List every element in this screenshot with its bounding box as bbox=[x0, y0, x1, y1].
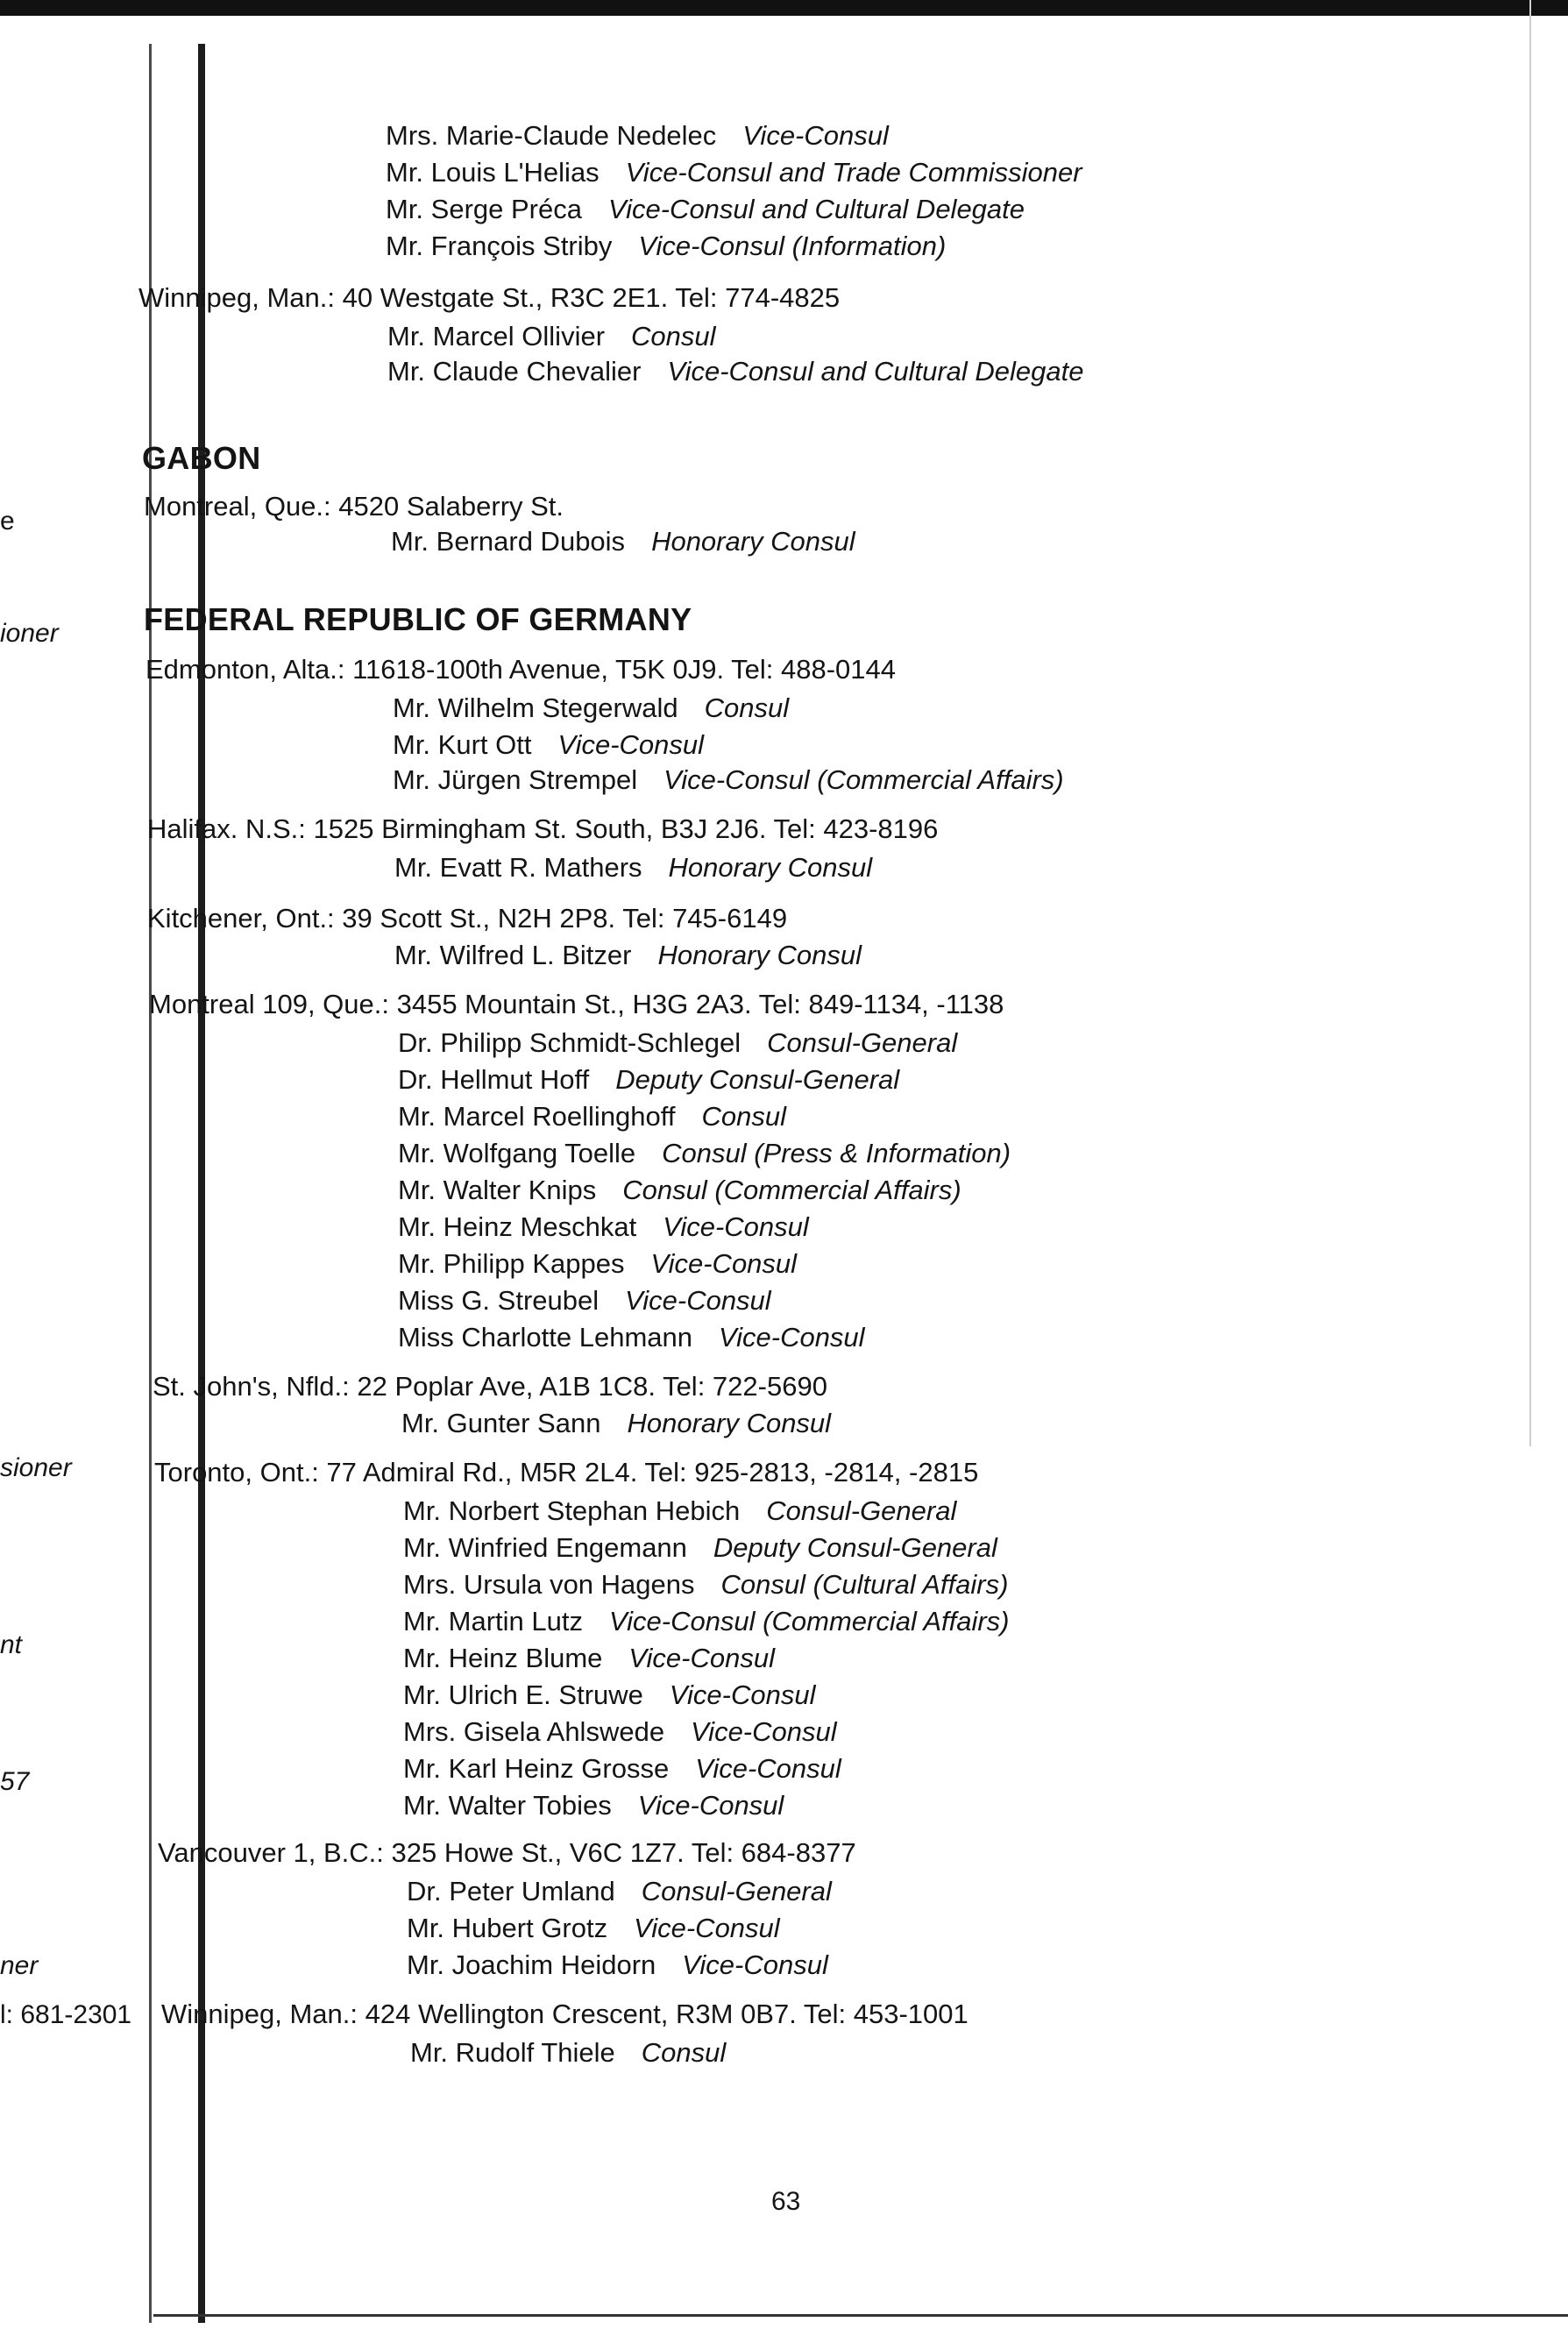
left-fragment: ioner bbox=[0, 619, 59, 648]
binding-edge bbox=[149, 44, 152, 2323]
page-number: 63 bbox=[771, 2187, 801, 2216]
person-entry: Mr. Ulrich E. Struwe Vice-Consul bbox=[403, 1679, 816, 1710]
scan-right-edge bbox=[1529, 0, 1531, 1446]
left-fragment: nt bbox=[0, 1630, 23, 1659]
country-heading: GABON bbox=[142, 440, 261, 476]
person-entry: Mr. Wolfgang Toelle Consul (Press & Information) bbox=[398, 1138, 1011, 1168]
office-address: St. John's, Nfld.: 22 Poplar Ave, A1B 1C8. Tel: 722-5690 bbox=[153, 1371, 827, 1402]
person-entry: Mr. Kurt Ott Vice-Consul bbox=[393, 729, 705, 760]
person-entry: Mr. Marcel Roellinghoff Consul bbox=[398, 1101, 786, 1132]
person-entry: Mr. Hubert Grotz Vice-Consul bbox=[407, 1913, 780, 1943]
person-entry: Mr. Norbert Stephan Hebich Consul-General bbox=[403, 1495, 957, 1526]
left-fragment: ner bbox=[0, 1951, 39, 1980]
office-address: Halifax. N.S.: 1525 Birmingham St. South, B3J 2J6. Tel: 423-8196 bbox=[147, 813, 939, 844]
person-entry: Mr. Joachim Heidorn Vice-Consul bbox=[407, 1949, 828, 1980]
office-address: Toronto, Ont.: 77 Admiral Rd., M5R 2L4. Tel: 925-2813, -2814, -2815 bbox=[154, 1457, 979, 1488]
scan-top-edge bbox=[0, 0, 1568, 16]
person-entry: Mrs. Ursula von Hagens Consul (Cultural Affairs) bbox=[403, 1569, 1009, 1600]
person-entry: Mr. Serge Préca Vice-Consul and Cultural Delegate bbox=[386, 194, 1025, 224]
person-entry: Mr. Heinz Meschkat Vice-Consul bbox=[398, 1211, 809, 1242]
person-entry: Mr. Winfried Engemann Deputy Consul-General bbox=[403, 1532, 997, 1563]
person-entry: Miss G. Streubel Vice-Consul bbox=[398, 1285, 771, 1316]
person-entry: Mr. Gunter Sann Honorary Consul bbox=[401, 1408, 832, 1438]
person-entry: Mr. Marcel Ollivier Consul bbox=[387, 321, 716, 351]
office-address: Montreal 109, Que.: 3455 Mountain St., H3G 2A3. Tel: 849-1134, -1138 bbox=[149, 989, 1004, 1019]
person-entry: Mrs. Marie-Claude Nedelec Vice-Consul bbox=[386, 120, 889, 151]
binding-spine bbox=[198, 44, 205, 2323]
left-fragment: sioner bbox=[0, 1453, 72, 1482]
person-entry: Mrs. Gisela Ahlswede Vice-Consul bbox=[403, 1716, 837, 1747]
person-entry: Mr. Philipp Kappes Vice-Consul bbox=[398, 1248, 798, 1279]
person-entry: Mr. Claude Chevalier Vice-Consul and Cultural Delegate bbox=[387, 356, 1084, 387]
scan-bottom-edge bbox=[153, 2314, 1568, 2317]
office-address: Edmonton, Alta.: 11618-100th Avenue, T5K 0J9. Tel: 488-0144 bbox=[145, 654, 897, 685]
country-heading: FEDERAL REPUBLIC OF GERMANY bbox=[144, 601, 692, 637]
office-address: Vancouver 1, B.C.: 325 Howe St., V6C 1Z7. Tel: 684-8377 bbox=[158, 1837, 856, 1868]
person-entry: Mr. Walter Knips Consul (Commercial Affairs) bbox=[398, 1175, 961, 1205]
left-fragment: e bbox=[0, 507, 15, 536]
person-entry: Mr. Louis L'Helias Vice-Consul and Trade Commissioner bbox=[386, 157, 1082, 188]
office-address: Winnipeg, Man.: 424 Wellington Crescent, R3M 0B7. Tel: 453-1001 bbox=[161, 1999, 968, 2029]
office-address: Winnipeg, Man.: 40 Westgate St., R3C 2E1. Tel: 774-4825 bbox=[138, 282, 841, 313]
person-entry: Mr. Karl Heinz Grosse Vice-Consul bbox=[403, 1753, 841, 1784]
person-entry: Mr. Jürgen Strempel Vice-Consul (Commercial Affairs) bbox=[393, 764, 1064, 795]
person-entry: Mr. Rudolf Thiele Consul bbox=[410, 2037, 727, 2068]
person-entry: Dr. Peter Umland Consul-General bbox=[407, 1876, 832, 1907]
left-fragment: 57 bbox=[0, 1767, 30, 1796]
person-entry: Mr. Bernard Dubois Honorary Consul bbox=[391, 526, 855, 557]
person-entry: Mr. Walter Tobies Vice-Consul bbox=[403, 1790, 784, 1821]
person-entry: Dr. Philipp Schmidt-Schlegel Consul-General bbox=[398, 1027, 958, 1058]
person-entry: Dr. Hellmut Hoff Deputy Consul-General bbox=[398, 1064, 900, 1095]
person-entry: Mr. Wilhelm Stegerwald Consul bbox=[393, 692, 790, 723]
person-entry: Mr. Evatt R. Mathers Honorary Consul bbox=[394, 852, 873, 883]
person-entry: Mr. François Striby Vice-Consul (Information) bbox=[386, 231, 947, 261]
office-address: Montreal, Que.: 4520 Salaberry St. bbox=[144, 491, 564, 522]
person-entry: Mr. Heinz Blume Vice-Consul bbox=[403, 1643, 775, 1673]
office-address: Kitchener, Ont.: 39 Scott St., N2H 2P8. Tel: 745-6149 bbox=[147, 903, 788, 934]
person-entry: Mr. Martin Lutz Vice-Consul (Commercial Affairs) bbox=[403, 1606, 1010, 1637]
left-fragment: l: 681-2301 bbox=[0, 2000, 132, 2029]
person-entry: Miss Charlotte Lehmann Vice-Consul bbox=[398, 1322, 865, 1353]
person-entry: Mr. Wilfred L. Bitzer Honorary Consul bbox=[394, 940, 862, 970]
